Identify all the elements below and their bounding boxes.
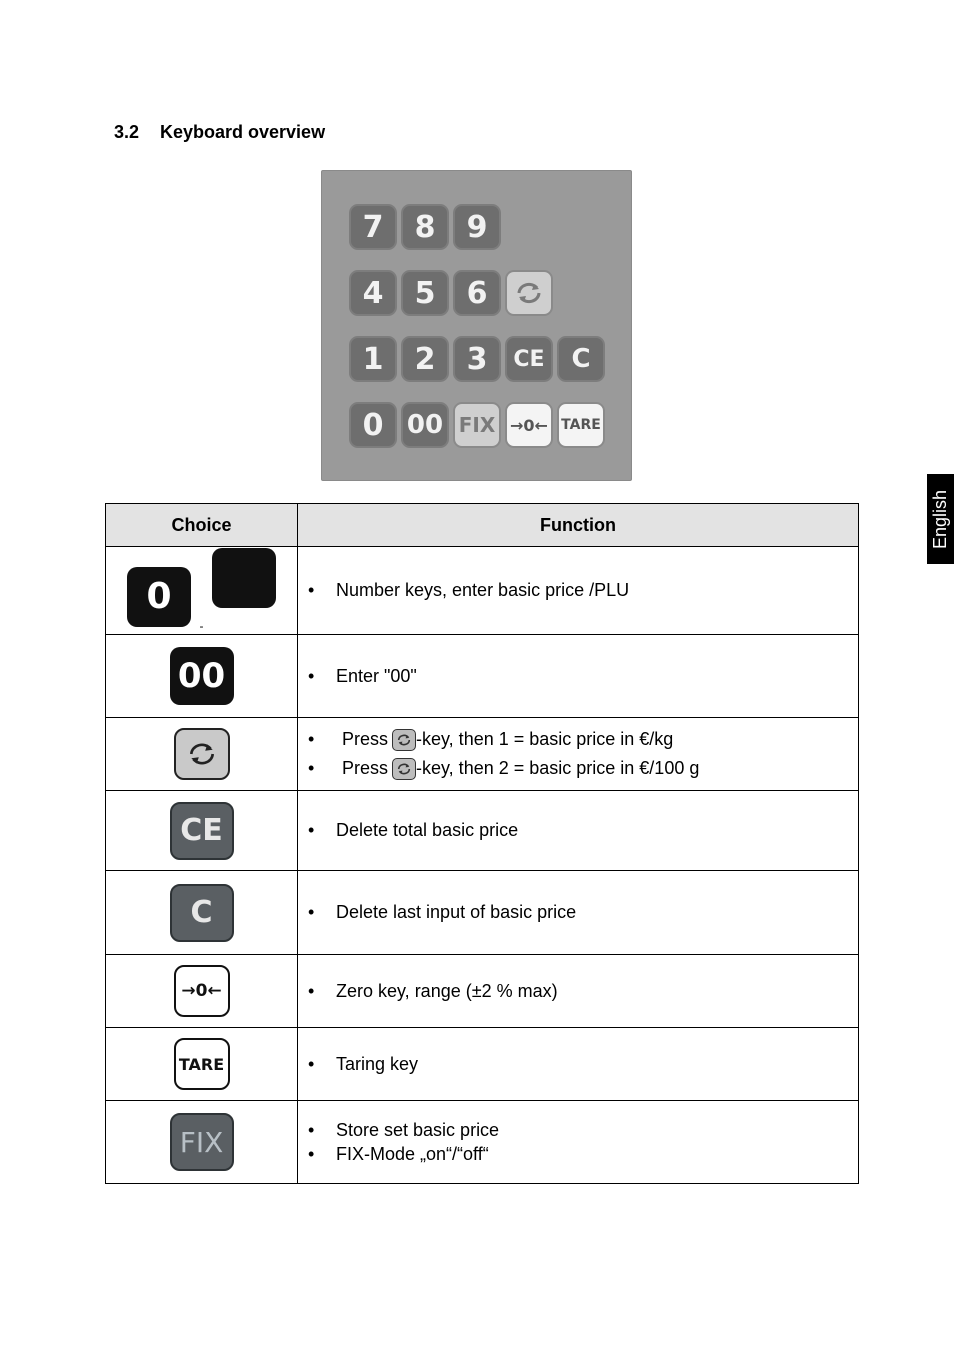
refresh-icon [514, 280, 544, 306]
function-cell: • Enter "00" [298, 635, 859, 718]
choice-cell [106, 635, 298, 718]
function-text: FIX-Mode „on“/“off“ [336, 1144, 489, 1164]
press-text: Press [342, 729, 389, 749]
zero-key-image: →0← [174, 965, 230, 1017]
table-row [106, 718, 859, 791]
key-refresh-image [174, 728, 230, 780]
key-4: 4 [349, 270, 397, 316]
key-9-image [212, 548, 276, 608]
press-text: Press [342, 758, 389, 778]
function-cell: • Delete last input of basic price [298, 871, 859, 955]
header-function: Function [298, 504, 859, 547]
key-tare: TARE [557, 402, 605, 448]
key-fix: FIX [453, 402, 501, 448]
key-range-separator: - [199, 619, 204, 633]
key-8: 8 [401, 204, 449, 250]
function-cell: • Store set basic price • FIX-Mode „on“/“off“ [298, 1101, 859, 1184]
function-cell: • Press -key, then 1 = basic price in €/kg • Press -key, then 2 = basic price in €/100 g [298, 718, 859, 791]
key-00: 00 [401, 402, 449, 448]
refresh-icon [392, 758, 416, 780]
key-5: 5 [401, 270, 449, 316]
refresh-icon [186, 740, 218, 768]
choice-cell [106, 955, 298, 1028]
keyboard-table [105, 503, 859, 1184]
choice-cell [106, 1028, 298, 1101]
table-row [106, 791, 859, 871]
function-text: Enter "00" [336, 665, 417, 686]
table-row [106, 635, 859, 718]
function-text: Store set basic price [336, 1120, 500, 1140]
choice-cell [106, 871, 298, 955]
refresh-icon [392, 729, 416, 751]
key-0-image: 0 [127, 567, 191, 627]
table-row [106, 1028, 859, 1101]
section-number: 3.2 [114, 122, 140, 142]
key-0: 0 [349, 402, 397, 448]
section-heading [114, 122, 325, 143]
key-00-image: 00 [170, 647, 234, 705]
keypad-image [321, 170, 632, 481]
key-6: 6 [453, 270, 501, 316]
table-row [106, 547, 859, 635]
language-tab [927, 474, 954, 564]
section-title: Keyboard overview [160, 122, 326, 142]
function-cell: • Zero key, range (±2 % max) [298, 955, 859, 1028]
table-row [106, 871, 859, 955]
key-3: 3 [453, 336, 501, 382]
function-cell: • Taring key [298, 1028, 859, 1101]
function-text: Number keys, enter basic price /PLU [336, 580, 630, 600]
key-9: 9 [453, 204, 501, 250]
table-row [106, 1101, 859, 1184]
function-cell: • Number keys, enter basic price /PLU [298, 547, 859, 635]
table-header [106, 504, 859, 547]
fix-key-image: FIX [170, 1113, 234, 1171]
header-choice: Choice [106, 504, 298, 547]
choice-cell [106, 547, 298, 635]
choice-cell [106, 1101, 298, 1184]
function-text: Delete last input of basic price [336, 902, 577, 922]
key-zero: →0← [505, 402, 553, 448]
key-ce-image: CE [170, 802, 234, 860]
key-7: 7 [349, 204, 397, 250]
key-c: C [557, 336, 605, 382]
key-c-image: C [170, 884, 234, 942]
key-2: 2 [401, 336, 449, 382]
choice-cell [106, 791, 298, 871]
table-row [106, 955, 859, 1028]
key-ce: CE [505, 336, 553, 382]
tare-key-image: TARE [174, 1038, 230, 1090]
language-tab-label: English [930, 489, 951, 549]
function-text: Zero key, range (±2 % max) [336, 980, 558, 1001]
key-1: 1 [349, 336, 397, 382]
choice-cell [106, 718, 298, 791]
function-text: -key, then 2 = basic price in €/100 g [416, 758, 700, 778]
key-refresh [505, 270, 553, 316]
function-text: Taring key [336, 1053, 419, 1074]
function-text: Delete total basic price [336, 820, 519, 840]
function-text: -key, then 1 = basic price in €/kg [416, 729, 674, 749]
function-cell: • Delete total basic price [298, 791, 859, 871]
